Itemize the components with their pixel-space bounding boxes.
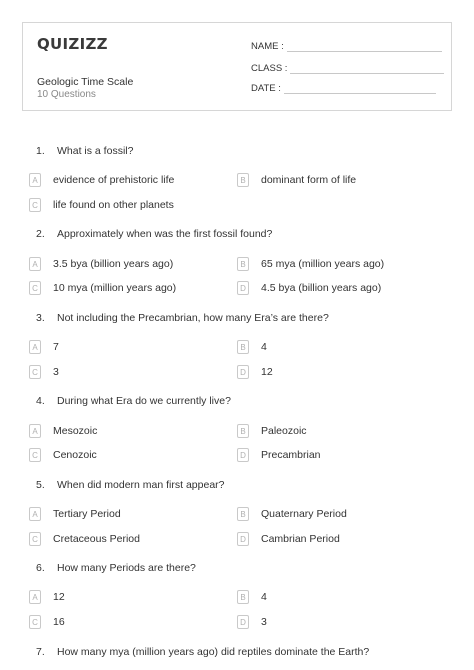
- question-number: 1.: [36, 145, 45, 157]
- option-2a[interactable]: [29, 257, 173, 271]
- option-letter: C: [29, 198, 41, 212]
- option-4b[interactable]: [237, 424, 307, 438]
- option-text: Cambrian Period: [261, 533, 340, 545]
- option-letter: B: [237, 173, 249, 187]
- question-text: How many mya (million years ago) did reptiles dominate the Earth?: [57, 646, 370, 658]
- option-2b[interactable]: [237, 257, 384, 271]
- option-6d[interactable]: [237, 615, 267, 629]
- name-line[interactable]: [287, 41, 442, 52]
- question-number: 3.: [36, 312, 45, 324]
- question-count: 10 Questions: [37, 89, 96, 100]
- option-4c[interactable]: [29, 448, 97, 462]
- option-text: Mesozoic: [53, 425, 98, 437]
- option-letter: B: [237, 257, 249, 271]
- question-text: When did modern man first appear?: [57, 479, 225, 491]
- class-line[interactable]: [290, 63, 444, 74]
- option-text: life found on other planets: [53, 199, 174, 211]
- option-text: 4: [261, 591, 267, 603]
- question-7: [36, 646, 369, 658]
- option-text: 4: [261, 341, 267, 353]
- option-letter: A: [29, 507, 41, 521]
- option-1b[interactable]: [237, 173, 356, 187]
- class-label: CLASS :: [251, 63, 288, 74]
- option-2c[interactable]: [29, 281, 176, 295]
- question-2: [36, 228, 272, 240]
- option-text: 10 mya (million years ago): [53, 282, 177, 294]
- option-letter: B: [237, 507, 249, 521]
- question-number: 6.: [36, 562, 45, 574]
- question-text: How many Periods are there?: [57, 562, 196, 574]
- option-4a[interactable]: [29, 424, 97, 438]
- worksheet-title: Geologic Time Scale: [37, 76, 134, 88]
- question-1: [36, 145, 133, 157]
- option-text: 7: [53, 341, 59, 353]
- option-3d[interactable]: [237, 365, 273, 379]
- option-3b[interactable]: [237, 340, 267, 354]
- option-text: Quaternary Period: [261, 508, 347, 520]
- option-3c[interactable]: [29, 365, 59, 379]
- question-number: 5.: [36, 479, 45, 491]
- option-text: Paleozoic: [261, 425, 307, 437]
- option-letter: B: [237, 424, 249, 438]
- option-1c[interactable]: [29, 198, 174, 212]
- date-field[interactable]: [251, 83, 436, 94]
- option-letter: D: [237, 532, 249, 546]
- option-6b[interactable]: [237, 590, 267, 604]
- question-4: [36, 395, 231, 407]
- name-label: NAME :: [251, 41, 284, 52]
- class-field[interactable]: [251, 63, 444, 74]
- option-letter: A: [29, 257, 41, 271]
- option-6a[interactable]: [29, 590, 65, 604]
- option-letter: C: [29, 615, 41, 629]
- option-5d[interactable]: [237, 532, 340, 546]
- option-letter: C: [29, 365, 41, 379]
- option-text: 3: [53, 366, 59, 378]
- option-text: evidence of prehistoric life: [53, 174, 175, 186]
- option-5b[interactable]: [237, 507, 347, 521]
- option-1a[interactable]: [29, 173, 174, 187]
- option-letter: A: [29, 340, 41, 354]
- option-text: 16: [53, 616, 65, 628]
- option-letter: B: [237, 590, 249, 604]
- option-text: Cretaceous Period: [53, 533, 140, 545]
- question-6: [36, 562, 196, 574]
- option-2d[interactable]: [237, 281, 381, 295]
- option-3a[interactable]: [29, 340, 59, 354]
- question-text: During what Era do we currently live?: [57, 395, 231, 407]
- option-text: 65 mya (million years ago): [261, 258, 385, 270]
- date-label: DATE :: [251, 83, 281, 94]
- option-5a[interactable]: [29, 507, 121, 521]
- question-number: 7.: [36, 646, 45, 658]
- option-5c[interactable]: [29, 532, 140, 546]
- question-5: [36, 479, 225, 491]
- option-letter: D: [237, 615, 249, 629]
- question-number: 2.: [36, 228, 45, 240]
- option-text: dominant form of life: [261, 174, 357, 186]
- option-text: Tertiary Period: [53, 508, 121, 520]
- option-6c[interactable]: [29, 615, 65, 629]
- option-letter: A: [29, 173, 41, 187]
- option-text: 12: [261, 366, 273, 378]
- question-number: 4.: [36, 395, 45, 407]
- option-letter: A: [29, 590, 41, 604]
- option-text: 12: [53, 591, 65, 603]
- date-line[interactable]: [284, 83, 436, 94]
- worksheet-header: [22, 22, 452, 111]
- name-field[interactable]: [251, 41, 442, 52]
- option-letter: D: [237, 448, 249, 462]
- option-text: 3.5 bya (billion years ago): [53, 258, 174, 270]
- quizizz-logo: QUIZIZZ: [37, 35, 108, 53]
- option-letter: B: [237, 340, 249, 354]
- question-text: Approximately when was the first fossil found?: [57, 228, 273, 240]
- option-letter: C: [29, 448, 41, 462]
- option-text: Precambrian: [261, 449, 321, 461]
- question-text: What is a fossil?: [57, 145, 134, 157]
- option-text: Cenozoic: [53, 449, 97, 461]
- option-letter: C: [29, 532, 41, 546]
- option-text: 4.5 bya (billion years ago): [261, 282, 382, 294]
- option-letter: D: [237, 281, 249, 295]
- question-text: Not including the Precambrian, how many Era’s are there?: [57, 312, 329, 324]
- option-letter: A: [29, 424, 41, 438]
- question-3: [36, 312, 329, 324]
- option-letter: D: [237, 365, 249, 379]
- option-text: 3: [261, 616, 267, 628]
- option-letter: C: [29, 281, 41, 295]
- option-4d[interactable]: [237, 448, 321, 462]
